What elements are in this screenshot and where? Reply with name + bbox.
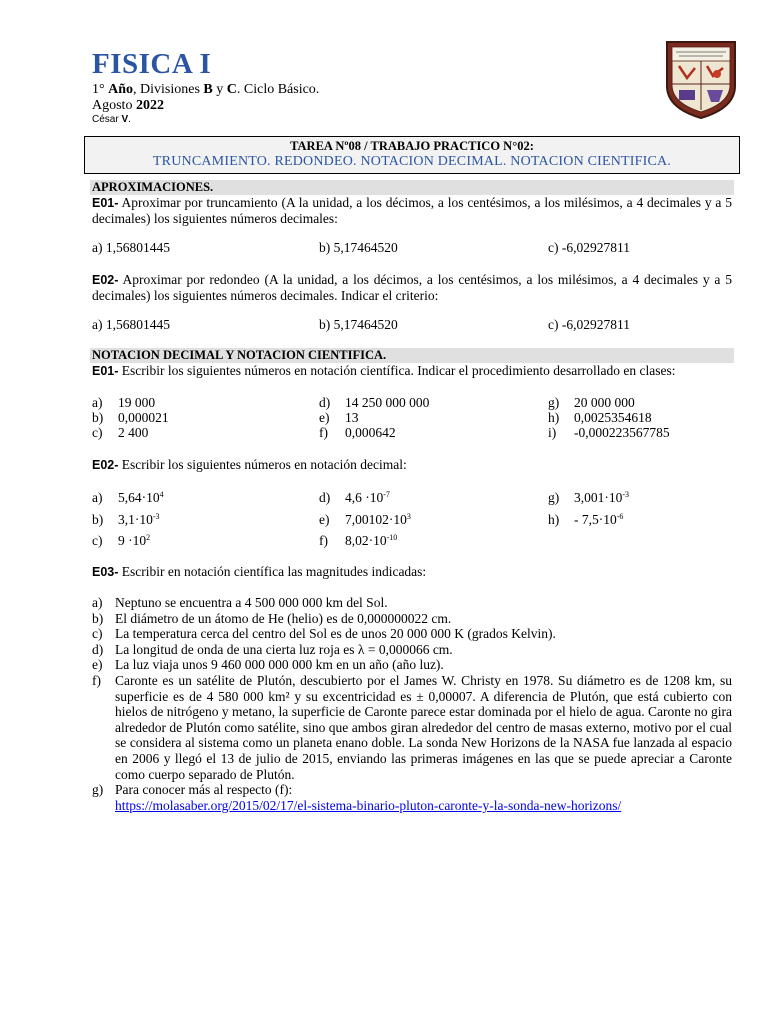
course-line: 1° Año, Divisiones B y C. Ciclo Básico. <box>92 82 320 97</box>
list-item: a) 19 000 <box>92 395 156 410</box>
list-item: a) 1,56801445 <box>92 317 170 332</box>
list-item: e) $7,00102\cdot 10^3$ <box>319 512 411 527</box>
exercise-e01-notacion: E01- Escribir los siguientes números en notación científica. Indicar el procedimiento desarrollado en clases: <box>92 363 676 378</box>
list-item: c) $9 \cdot 10^2$ <box>92 533 151 548</box>
list-item: b) 5,17464520 <box>319 317 398 332</box>
list-item: c) -6,02927811 <box>548 240 630 255</box>
assignment-title: TAREA Nº08 / TRABAJO PRACTICO N°02: <box>290 139 534 153</box>
exercise-e02-notacion: E02- Escribir los siguientes números en notación decimal: <box>92 457 407 472</box>
list-item: d) 14 250 000 000 <box>319 395 430 410</box>
list-item: b) $3,1\cdot 10^{-3}$ <box>92 512 160 527</box>
list-item: e) 13 <box>319 410 359 425</box>
section-heading-notacion: NOTACION DECIMAL Y NOTACION CIENTIFICA. <box>90 348 734 363</box>
list-item: f) $8,02\cdot 10^{-10}$ <box>319 533 398 548</box>
list-item: b) 0,000021 <box>92 410 169 425</box>
list-item: i) -0,000223567785 <box>548 425 670 440</box>
date-line: Agosto 2022 <box>92 98 164 113</box>
list-item: d) La longitud de onda de una cierta luz roja es λ = 0,000066 cm. <box>92 641 453 657</box>
list-item: b) 5,17464520 <box>319 240 398 255</box>
list-item: c) -6,02927811 <box>548 317 630 332</box>
list-item: h) 0,0025354618 <box>548 410 652 425</box>
page-title: FISICA I <box>92 48 212 80</box>
list-item: c) La temperatura cerca del centro del Sol es de unos 20 000 000 K (grados Kelvin). <box>92 626 556 642</box>
list-item: g) 20 000 000 <box>548 395 635 410</box>
exercise-e01-aprox: E01- Aproximar por truncamiento (A la unidad, a los décimos, a los centésimos, a los milésimos, a 4 decimales y a 5 decimales) los siguientes números decimales: <box>92 195 732 226</box>
assignment-topics: TRUNCAMIENTO. REDONDEO. NOTACION DECIMAL. NOTACION CIENTIFICA. <box>152 154 672 169</box>
school-crest-logo <box>661 38 741 120</box>
list-item: d) $4,6 \cdot 10^{-7}$ <box>319 490 390 505</box>
e03-list <box>92 595 732 813</box>
list-item: a) Neptuno se encuentra a 4 500 000 000 km del Sol. <box>92 595 388 610</box>
exercise-e02-aprox: E02- Aproximar por redondeo (A la unidad, a los décimos, a los centésimos, a los milésimos, a 4 decimales y a 5 decimales) los siguientes números decimales. Indicar el criterio: <box>92 272 732 303</box>
list-item: f) Caronte es un satélite de Plutón, descubierto por el James W. Christy en 1978. Su diámetro es de 1208 km, su superficie es de 4 580 000 km² y su excentricidad es ± 0,00007. A diferencia de Plutón, que está cubierto con hielos de nitrógeno y metano, la superficie de Caronte parece estar dominada por el hielo de agua. Caronte no gira alrededor de Plutón como satélite, sino que ambos giran alrededor del centro de masas externo, motivo por el cual se considera al sistema como un planeta enano doble. La sonda New Horizons de la NASA fue lanzada al espacio en 2006 y llegó el 13 de julio de 2015, enviando las primeras imágenes en las que se puede apreciar a Caronte como cuerpo separado de Plutón. <box>92 672 732 782</box>
author-line: César V. <box>92 114 131 125</box>
reference-link[interactable]: https://molasaber.org/2015/02/17/el-sistema-binario-pluton-caronte-y-la-sonda-new-horizons/ <box>115 797 622 813</box>
section-heading-aproximaciones: APROXIMACIONES. <box>90 180 734 195</box>
exercise-e03-notacion: E03- Escribir en notación científica las magnitudes indicadas: <box>92 564 427 579</box>
list-item: e) La luz viaja unos 9 460 000 000 000 km en un año (año luz). <box>92 657 444 673</box>
list-item: g) $3,001\cdot 10^{-3}$ <box>548 490 630 505</box>
list-item: f) 0,000642 <box>319 425 396 440</box>
list-item: a) 1,56801445 <box>92 240 170 255</box>
list-item: a) $5,64\cdot 10^4$ <box>92 490 164 505</box>
list-item: c) 2 400 <box>92 425 149 440</box>
assignment-header-box <box>84 136 740 174</box>
list-item: $h) - 7,5\cdot 10^{-6}$ <box>548 512 624 527</box>
list-item: b) El diámetro de un átomo de He (helio) es de 0,000000022 cm. <box>92 610 452 626</box>
list-item: g) Para conocer más al respecto (f): https://molasaber.org/2015/02/17/el-sistema-binario-pluton-caronte-y-la-sonda-new-horizons/ <box>92 782 622 813</box>
